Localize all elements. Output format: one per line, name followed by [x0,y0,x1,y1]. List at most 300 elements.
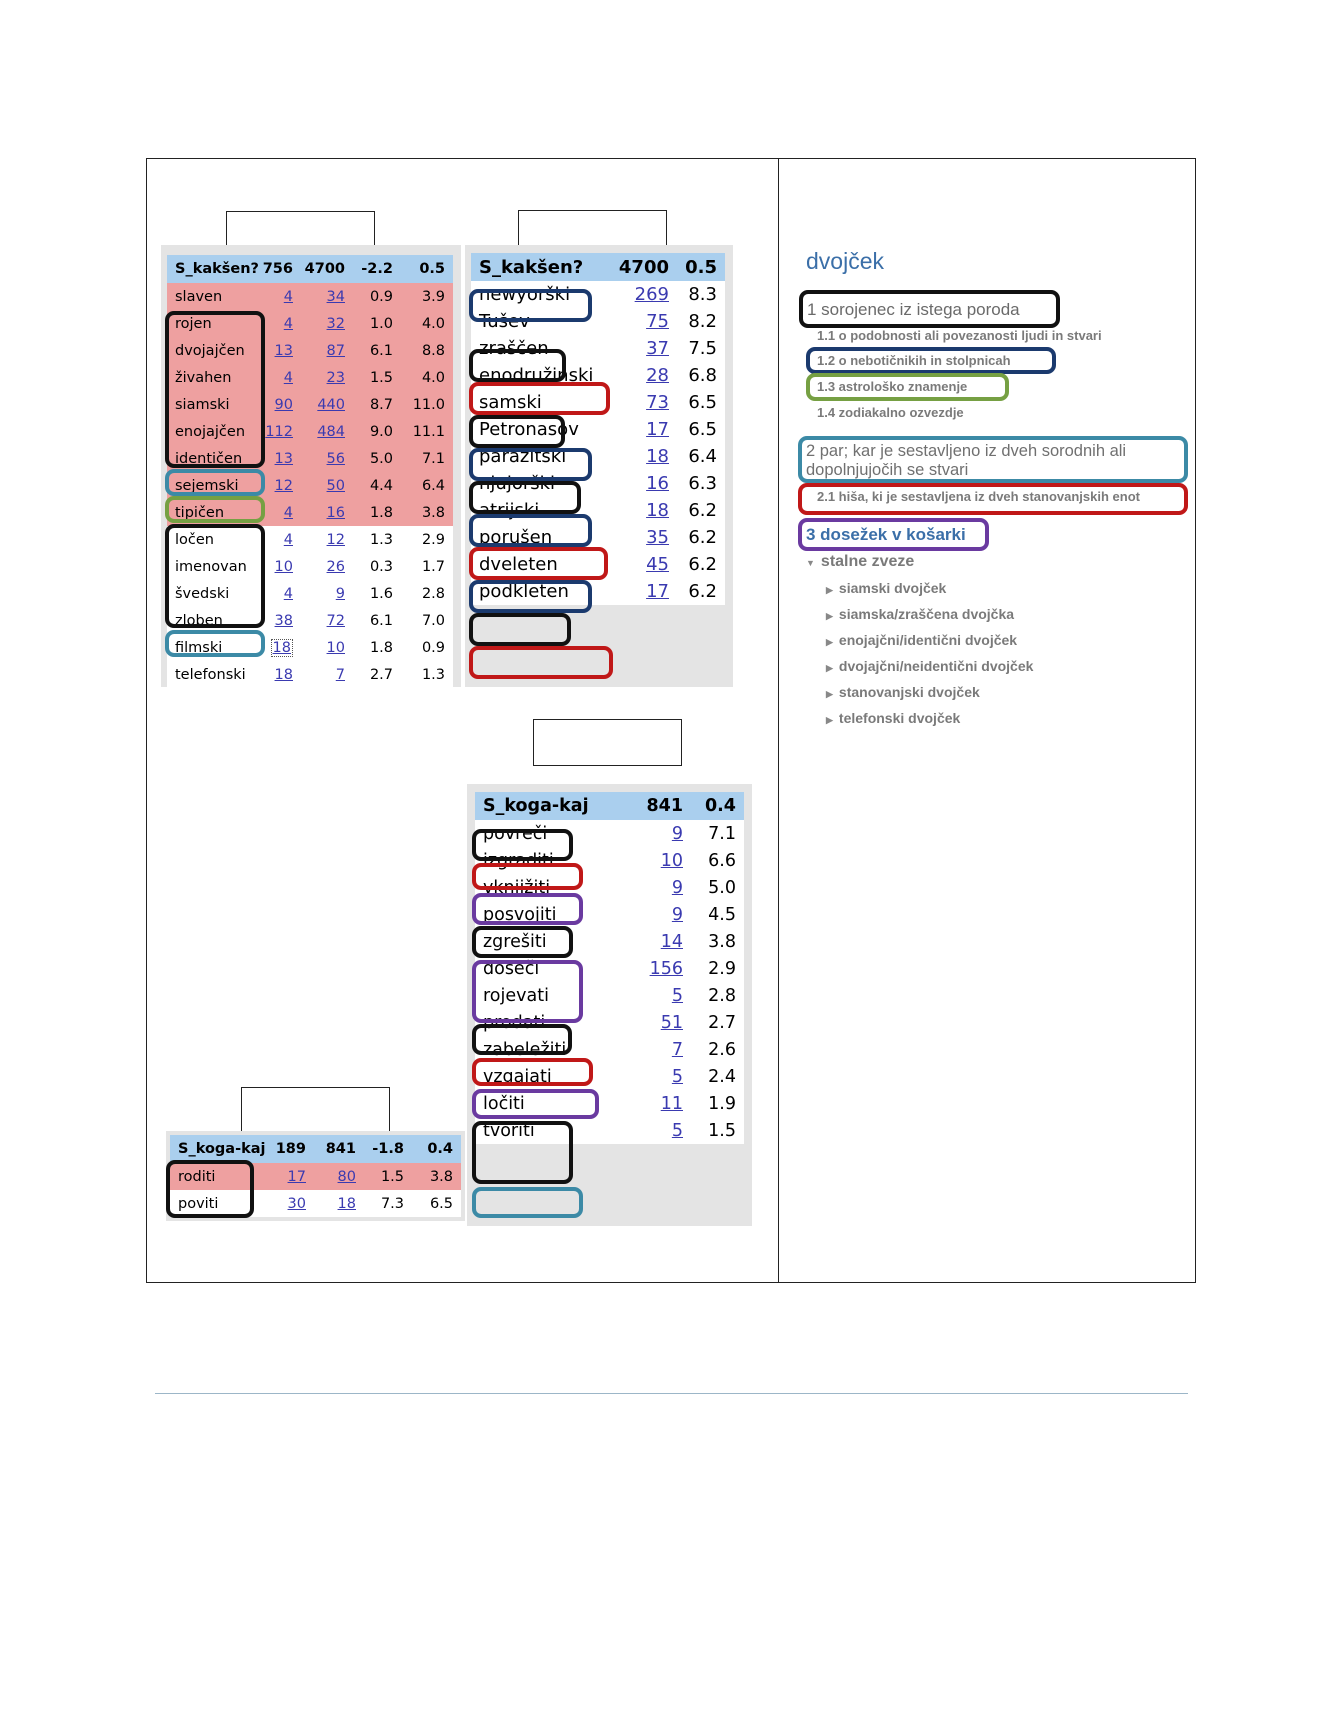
phrase-item[interactable] [826,580,946,596]
frequency-link-cell [301,553,353,580]
collocate-word: zabeležiti [483,1039,567,1060]
frequency-link-cell [625,1036,691,1063]
score-value: 6.1 [353,337,401,364]
collocate-word: siamski [167,391,259,418]
phrase-item[interactable] [826,606,1014,622]
frequency-link-cell [617,389,677,416]
frequency-link[interactable]: 34 [326,288,345,305]
score-value: 1.9 [708,1093,736,1114]
phrase-label: dvojajčni/neidentični dvojček [838,658,1034,674]
score-value: 0.9 [353,283,401,310]
phrase-label: siamski dvojček [838,580,947,596]
frame-divider [778,158,779,1283]
expand-triangle-icon: ▶ [826,689,833,699]
collocation-table [471,253,725,605]
score-value: 9.0 [353,418,401,445]
expand-triangle-icon: ▶ [826,611,833,621]
table-row [471,470,725,497]
frequency-link-cell [259,337,301,364]
score-value: 7.1 [708,823,736,844]
collocate-word: sejemski [167,472,259,499]
frequency-link[interactable]: 5 [671,1066,683,1087]
score-value: 7.1 [401,445,453,472]
frequency-link-cell [617,281,677,308]
header-cell: 189 [272,1135,314,1163]
frequency-link[interactable]: 90 [274,396,293,413]
score-value: 4.5 [708,904,736,925]
score-value: 3.8 [708,931,736,952]
frequency-link-cell [625,1009,691,1036]
sense-1-2: 1.2 o nebotičnikih in stolpnicah [817,353,1011,368]
frequency-link-cell [314,1190,364,1217]
collocate-word: doseči [483,958,540,979]
frequency-link[interactable]: 75 [646,311,669,332]
collocation-panel-koga-kaj-1 [166,1131,465,1221]
collocate-word: vknjižiti [483,877,551,898]
frequency-link[interactable]: 23 [326,369,345,386]
collocation-panel-kaksen-1 [161,245,461,687]
frequency-link-cell [259,499,301,526]
collocate-word: ločen [175,531,214,548]
frequency-link[interactable]: 16 [646,473,669,494]
phrase-label: telefonski dvojček [838,710,961,726]
frequency-link-cell [314,1163,364,1190]
score-value: 8.3 [688,284,717,305]
phrase-item[interactable] [826,710,960,726]
collocate-word: dvojajčen [167,337,259,364]
table-row [475,1009,744,1036]
table-row [471,389,725,416]
frequency-link[interactable]: 50 [326,477,345,494]
frequency-link-cell [259,553,301,580]
table-row [167,526,453,553]
frequency-link[interactable]: 9 [671,877,683,898]
frequency-link-cell [625,1090,691,1117]
frequency-link-cell [259,445,301,472]
table-header-row [167,255,453,283]
header-cell: 4700 [617,253,677,281]
header-cell: 0.5 [677,253,725,281]
collocate-word: podkleten [479,581,569,602]
collocate-word: enojajčen [167,418,259,445]
frequency-link[interactable]: 13 [274,342,293,359]
frequency-link-cell [625,1117,691,1144]
frequency-link[interactable]: 18 [337,1195,356,1212]
header-cell: -2.2 [353,255,401,283]
frequency-link[interactable]: 17 [287,1168,306,1185]
collocate-word: tvoriti [483,1120,535,1141]
sense-1-4: 1.4 zodiakalno ozvezdje [817,405,964,420]
collocate-word: newyorški [479,284,571,305]
score-value: 4.0 [401,364,453,391]
score-value: 6.4 [401,472,453,499]
table-header-row [471,253,725,281]
frequency-link[interactable]: 56 [326,450,345,467]
score-value: 8.2 [688,311,717,332]
frequency-link-cell [617,578,677,605]
collocate-word: rojevati [483,985,549,1006]
frequency-link[interactable]: 7 [335,666,345,683]
table-row [471,551,725,578]
frequency-link-cell [301,337,353,364]
frequency-link-cell [625,928,691,955]
table-row [471,443,725,470]
frequency-link[interactable]: 18 [646,500,669,521]
score-value: 8.8 [401,337,453,364]
frequency-link-cell [301,472,353,499]
frequency-link-cell [259,310,301,337]
frequency-link-cell [259,580,301,607]
frequency-link[interactable]: 5 [671,985,683,1006]
phrase-label: stanovanjski dvojček [838,684,980,700]
frequency-link-cell [301,607,353,634]
collocation-table [170,1135,461,1217]
frequency-link[interactable]: 16 [326,504,345,521]
frequency-link[interactable]: 35 [646,527,669,548]
frequency-link[interactable]: 18 [272,639,291,656]
table-row [167,661,453,688]
collocate-word: porušen [479,527,553,548]
score-value: 2.4 [708,1066,736,1087]
score-value: 6.8 [688,365,717,386]
collocate-word: povreči [483,823,548,844]
score-value: 6.2 [688,581,717,602]
frequency-link[interactable]: 30 [287,1195,306,1212]
frequency-link[interactable]: 12 [326,531,345,548]
frequency-link-cell [617,443,677,470]
collocate-word: tipičen [167,499,259,526]
frequency-link-cell [617,497,677,524]
frequency-link[interactable]: 7 [671,1039,683,1060]
expand-triangle-icon: ▶ [826,715,833,725]
table-row [475,820,744,847]
score-value: 2.7 [708,1012,736,1033]
table-header-row [170,1135,461,1163]
table-row [170,1190,461,1217]
frequency-link-cell [259,418,301,445]
frequency-link-cell [259,526,301,553]
header-cell: 841 [625,792,691,820]
blank-label-box [241,1087,390,1134]
frequency-link-cell [301,634,353,661]
frequency-link[interactable]: 440 [317,396,345,413]
score-value: 2.7 [369,666,393,683]
table-row [471,281,725,308]
frequency-link[interactable]: 12 [274,477,293,494]
table-row [475,982,744,1009]
score-value: 1.0 [353,310,401,337]
frequency-link[interactable]: 38 [274,612,293,629]
frequency-link[interactable]: 51 [660,1012,683,1033]
score-value: 1.6 [369,585,393,602]
table-row [167,580,453,607]
collapse-triangle-icon: ▼ [806,558,815,568]
score-value: 2.6 [708,1039,736,1060]
frequency-link-cell [301,445,353,472]
frequency-link-cell [259,391,301,418]
frequency-link-cell [259,364,301,391]
frequency-link[interactable]: 26 [326,558,345,575]
score-value: 1.7 [421,558,445,575]
frequency-link[interactable]: 9 [671,823,683,844]
collocate-word: ločiti [483,1093,525,1114]
frequency-link-cell [625,847,691,874]
frequency-link[interactable]: 4 [283,585,293,602]
phrase-item[interactable] [826,684,980,700]
table-row [475,1090,744,1117]
collocation-panel-kaksen-2 [465,245,733,687]
table-row [475,874,744,901]
collocate-word: poviti [178,1195,219,1212]
frequency-link-cell [259,634,301,661]
frequency-link-cell [625,874,691,901]
frequency-link-cell [617,362,677,389]
collocate-word: zraščen [479,338,549,359]
frequency-link[interactable]: 269 [634,284,669,305]
score-value: 1.8 [369,639,393,656]
frequency-link[interactable]: 4 [283,504,293,521]
score-value: 1.3 [369,531,393,548]
frequency-link[interactable]: 45 [646,554,669,575]
score-value: 5.0 [708,877,736,898]
table-header-row [475,792,744,820]
phrase-item[interactable] [826,658,1033,674]
collocate-word: rojen [167,310,259,337]
collocation-panel-koga-kaj-2 [467,784,752,1226]
frequency-link-cell [301,580,353,607]
sense-2-1: 2.1 hiša, ki je sestavljena iz dveh stanovanjskih enot [817,489,1140,504]
table-row [167,553,453,580]
score-value: 6.5 [688,392,717,413]
frequency-link[interactable]: 28 [646,365,669,386]
collocate-word: vzgajati [483,1066,552,1087]
frequency-link[interactable]: 10 [274,558,293,575]
collocation-table [475,792,744,1144]
frequency-link[interactable]: 17 [646,581,669,602]
frequency-link[interactable]: 11 [660,1093,683,1114]
header-cell: 4700 [301,255,353,283]
score-value: 0.3 [369,558,393,575]
frequency-link-cell [301,364,353,391]
collocate-word: filmski [175,639,223,656]
frequency-link-cell [259,607,301,634]
table-row [167,283,453,310]
frequency-link[interactable]: 4 [283,315,293,332]
frequency-link[interactable]: 37 [646,338,669,359]
frequency-link-cell [259,472,301,499]
header-cell: 0.4 [691,792,744,820]
frequency-link[interactable]: 10 [326,639,345,656]
collocate-word: telefonski [175,666,246,683]
score-value: 1.5 [364,1163,412,1190]
frequency-link[interactable]: 156 [649,958,683,979]
score-value: 2.9 [708,958,736,979]
collocate-word: prodati [483,1012,546,1033]
expand-triangle-icon: ▶ [826,637,833,647]
frequency-link[interactable]: 4 [283,288,293,305]
frequency-link-cell [617,416,677,443]
collocate-word: izgraditi [483,850,554,871]
header-cell: 0.5 [401,255,453,283]
table-row [475,1063,744,1090]
frequency-link-cell [625,1063,691,1090]
collocate-word: Petronasov [479,419,579,440]
frequency-link[interactable]: 10 [660,850,683,871]
frequency-link-cell [301,283,353,310]
table-row [475,847,744,874]
collocate-word: Tušev [479,311,530,332]
sense-1-3: 1.3 astrološko znamenje [817,379,968,394]
score-value: 11.1 [401,418,453,445]
table-row [167,391,453,418]
collocate-word: posvojiti [483,904,557,925]
score-value: 6.6 [708,850,736,871]
table-row [167,499,453,526]
table-row [167,472,453,499]
table-row [475,901,744,928]
header-cell: -1.8 [364,1135,412,1163]
frequency-link[interactable]: 4 [283,531,293,548]
collocate-word: njujorški [479,473,556,494]
frequency-link[interactable]: 72 [326,612,345,629]
phrase-label: siamska/zraščena dvojčka [838,606,1015,622]
frequency-link[interactable]: 484 [317,423,345,440]
table-row [471,524,725,551]
frequency-link[interactable]: 9 [335,585,345,602]
table-row [475,1036,744,1063]
header-cell: 841 [314,1135,364,1163]
frequency-link[interactable]: 17 [646,419,669,440]
table-row [475,1117,744,1144]
frequency-link[interactable]: 87 [326,342,345,359]
header-cell: S_kakšen? [471,253,617,281]
collocate-word: roditi [170,1163,272,1190]
horizontal-rule [155,1393,1188,1394]
header-cell: S_kakšen? [167,255,259,283]
score-value: 8.7 [353,391,401,418]
frequency-link[interactable]: 18 [274,666,293,683]
collocate-word: atrijski [479,500,540,521]
table-row [167,364,453,391]
collocate-word: parazitski [479,446,567,467]
table-row [471,416,725,443]
frequency-link-cell [617,335,677,362]
expand-triangle-icon: ▶ [826,663,833,673]
frequency-link-cell [301,310,353,337]
collocate-word: švedski [175,585,230,602]
frequency-link[interactable]: 112 [265,423,293,440]
frequency-link[interactable]: 18 [646,446,669,467]
phrase-item[interactable] [826,632,1017,648]
score-value: 6.2 [688,500,717,521]
score-value: 3.9 [401,283,453,310]
table-row [471,308,725,335]
frequency-link[interactable]: 4 [283,369,293,386]
table-row [471,578,725,605]
table-row [170,1163,461,1190]
table-row [475,955,744,982]
table-row [167,310,453,337]
collocate-word: samski [479,392,542,413]
collocation-table [167,255,453,688]
score-value: 1.5 [708,1120,736,1141]
phrases-toggle[interactable] [806,553,914,571]
expand-triangle-icon: ▶ [826,585,833,595]
sense-2-line-2: dopolnjujočih se stvari [806,461,969,479]
frequency-link-cell [625,982,691,1009]
frequency-link-cell [625,820,691,847]
dictionary-headword: dvojček [806,248,884,274]
frequency-link[interactable]: 14 [660,931,683,952]
frequency-link-cell [272,1163,314,1190]
frequency-link-cell [617,308,677,335]
score-value: 6.1 [369,612,393,629]
score-value: 6.2 [688,527,717,548]
collocate-word: zloben [175,612,223,629]
header-cell: S_koga-kaj [475,792,625,820]
header-cell: 0.4 [412,1135,461,1163]
frequency-link[interactable]: 5 [671,1120,683,1141]
phrases-label: stalne zveze [820,553,915,570]
frequency-link-cell [617,470,677,497]
score-value: 0.9 [421,639,445,656]
table-row [471,335,725,362]
score-value: 6.5 [688,419,717,440]
table-row [471,362,725,389]
score-value: 1.3 [421,666,445,683]
frequency-link-cell [617,524,677,551]
score-value: 3.8 [401,499,453,526]
collocate-word: živahen [167,364,259,391]
table-row [167,634,453,661]
score-value: 1.5 [353,364,401,391]
score-value: 6.3 [688,473,717,494]
frequency-link-cell [617,551,677,578]
collocate-word: slaven [167,283,259,310]
score-value: 6.4 [688,446,717,467]
table-row [167,445,453,472]
score-value: 4.0 [401,310,453,337]
frequency-link-cell [301,526,353,553]
table-row [475,928,744,955]
sense-2-line-1: 2 par; kar je sestavljeno iz dveh sorodnih ali [806,442,1127,460]
frequency-link[interactable]: 32 [326,315,345,332]
collocate-word: imenovan [175,558,247,575]
score-value: 11.0 [401,391,453,418]
score-value: 7.5 [688,338,717,359]
score-value: 7.0 [421,612,445,629]
header-cell: 756 [259,255,301,283]
phrase-label: enojajčni/identični dvojček [838,632,1018,648]
frequency-link-cell [259,661,301,688]
frequency-link-cell [625,955,691,982]
sense-1: 1 sorojenec iz istega poroda [807,300,1020,319]
frequency-link[interactable]: 13 [274,450,293,467]
frequency-link[interactable]: 73 [646,392,669,413]
frequency-link-cell [301,661,353,688]
frequency-link-cell [301,499,353,526]
table-row [167,337,453,364]
frequency-link[interactable]: 9 [671,904,683,925]
score-value: 4.4 [353,472,401,499]
sense-1-1: 1.1 o podobnosti ali povezanosti ljudi in stvari [817,328,1102,343]
collocate-word: zgrešiti [483,931,547,952]
frequency-link[interactable]: 80 [337,1168,356,1185]
frequency-link-cell [301,418,353,445]
collocate-word: enodružinski [479,365,594,386]
frequency-link-cell [259,283,301,310]
collocate-word: dveleten [479,554,558,575]
